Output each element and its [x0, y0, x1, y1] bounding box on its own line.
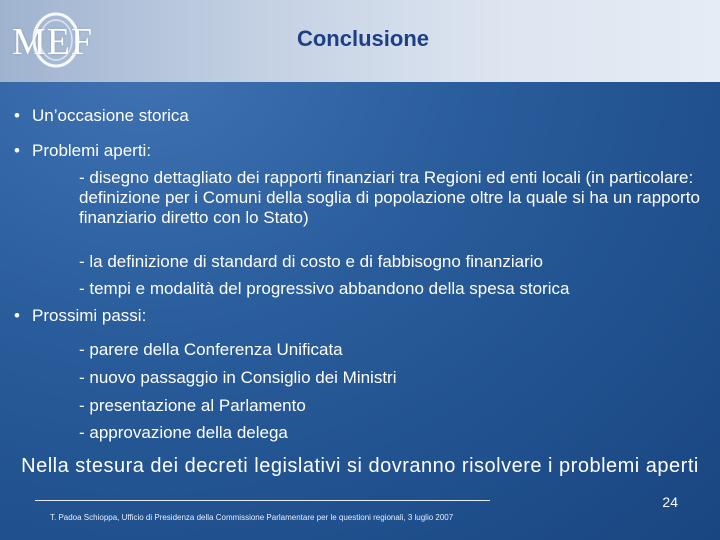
bullet-dot-icon: • [14, 106, 20, 125]
problemi-subitem: - la definizione di standard di costo e di fabbisogno finanziario [79, 252, 544, 271]
prossimi-item: - presentazione al Parlamento [79, 396, 306, 415]
bullet-text: Prossimi passi: [32, 306, 147, 325]
bullet-text: Un’occasione storica [32, 106, 189, 125]
prossimi-item: - parere della Conferenza Unificata [79, 340, 343, 359]
problemi-subitem: - tempi e modalità del progressivo abbandono della spesa storica [79, 279, 570, 298]
header-bar [0, 0, 720, 82]
page-number: 24 [662, 494, 678, 510]
footer-credit: T. Padoa Schioppa, Ufficio di Presidenza della Commissione Parlamentare per le questioni regionali, 3 luglio 2007 [50, 513, 454, 522]
bullet-occasione [14, 106, 189, 126]
paragraph-text: - disegno dettagliato dei rapporti finanziari tra Regioni ed enti locali (in particolare: definizione per i Comuni della soglia di popolazione oltre la quale si ha un rapporto finanziario diretto con lo Stato) [79, 168, 700, 227]
slide-title: Conclusione [296, 26, 429, 51]
bullet-dot-icon: • [14, 141, 20, 160]
bullet-dot-icon: • [14, 306, 20, 325]
problemi-paragraph [14, 168, 704, 228]
statement-underline [35, 500, 490, 501]
bullet-problemi [14, 141, 151, 161]
prossimi-item: - nuovo passaggio in Consiglio dei Ministri [79, 368, 397, 387]
bullet-prossimi [14, 306, 146, 326]
bullet-text: Problemi aperti: [32, 141, 152, 160]
closing-statement: Nella stesura dei decreti legislativi si dovranno risolvere i problemi aperti [21, 455, 699, 477]
logo-text: MEF [12, 21, 94, 63]
prossimi-item: - approvazione della delega [79, 423, 288, 442]
